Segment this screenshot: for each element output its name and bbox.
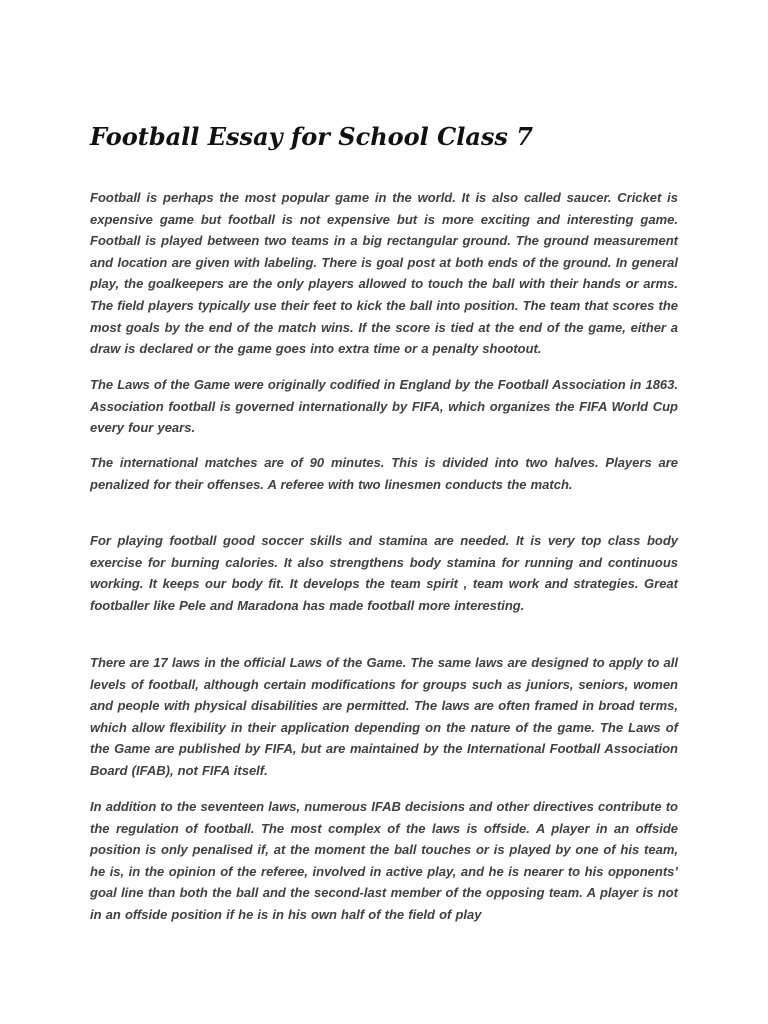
paragraph-skills-stamina: For playing football good soccer skills and stamina are needed. It is very top class body exercise for burning calories. It also strengthens body stamina for running and continuous working. It keeps our body fit. It develops the team spirit , team work and strategies. Great footballer like Pele and Maradona has made football more interesting.: [90, 533, 678, 613]
paragraph-intro: Football is perhaps the most popular game in the world. It is also called saucer. Cricket is expensive game but football is not expensive but is more exciting and interesting game. Football is played between two teams in a big rectangular ground. The ground measurement and location are given with labeling. There is goal post at both ends of the ground. In general play, the goalkeepers are the only players allowed to touch the ball with their hands or arms. The field players typically use their feet to kick the ball into position. The team that scores the most goals by the end of the match wins. If the score is tied at the end of the game, either a draw is declared or the game goes into extra time or a penalty shootout.: [90, 190, 678, 357]
paragraph-laws-history: The Laws of the Game were originally codified in England by the Football Association in 1863. Association football is governed internationally by FIFA, which organizes the FIFA World Cup every four years.: [90, 377, 678, 436]
paragraph-match-duration: The international matches are of 90 minutes. This is divided into two halves. Players are penalized for their offenses. A referee with two linesmen conducts the match.: [90, 455, 678, 492]
paragraph-offside: In addition to the seventeen laws, numerous IFAB decisions and other directives contribute to the regulation of football. The most complex of the laws is offside. A player in an offside position is only penalised if, at the moment the ball touches or is played by one of his team, he is, in the opinion of the referee, involved in active play, and he is nearer to his opponents’ goal line than both the ball and the second-last member of the opposing team. A player is not in an offside position if he is in his own half of the field of play: [90, 799, 678, 922]
paragraph-seventeen-laws: There are 17 laws in the official Laws of the Game. The same laws are designed to apply to all levels of football, although certain modifications for groups such as juniors, seniors, women and people with physical disabilities are permitted. The laws are often framed in broad terms, which allow flexibility in their application depending on the nature of the game. The Laws of the Game are published by FIFA, but are maintained by the International Football Association Board (IFAB), not FIFA itself.: [90, 655, 678, 778]
page-title: Football Essay for School Class 7: [90, 122, 533, 151]
